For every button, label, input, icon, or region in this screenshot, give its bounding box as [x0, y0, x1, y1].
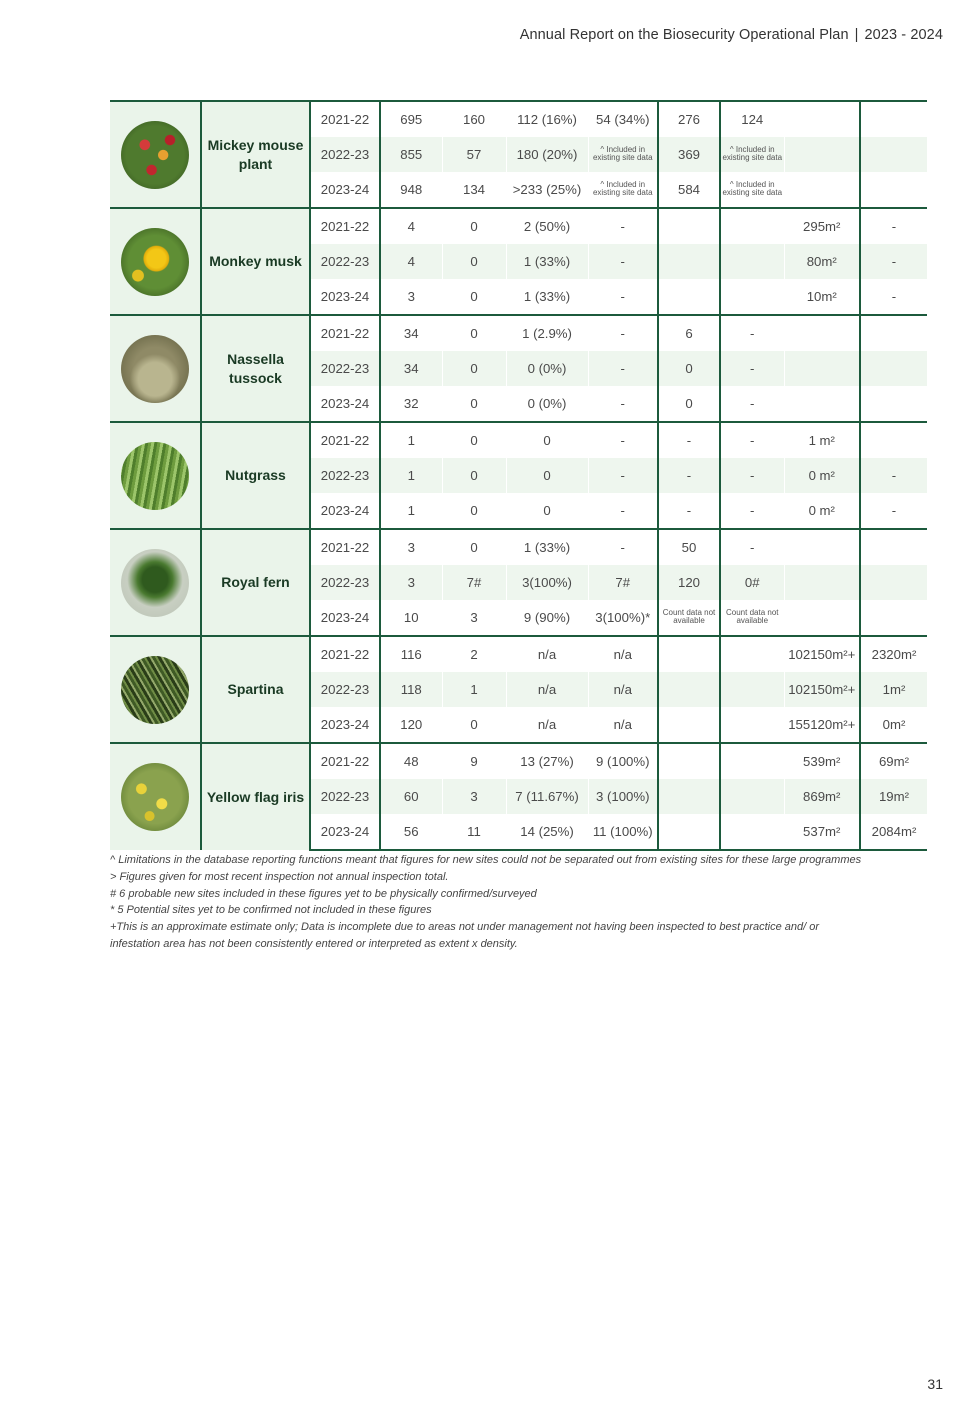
- value-cell: -: [588, 279, 658, 315]
- value-cell: -: [860, 208, 927, 244]
- value-cell: 2320m²: [860, 636, 927, 672]
- value-cell: -: [860, 458, 927, 493]
- species-photo-cell: [110, 529, 201, 636]
- value-cell: 695: [380, 101, 442, 137]
- year-cell: 2021-22: [310, 743, 380, 779]
- value-cell: 11: [442, 814, 506, 850]
- year-cell: 2022-23: [310, 672, 380, 707]
- report-title: Annual Report on the Biosecurity Operational Plan: [519, 27, 849, 43]
- year-cell: 2021-22: [310, 315, 380, 351]
- year-cell: 2021-22: [310, 208, 380, 244]
- value-cell: 7#: [588, 565, 658, 600]
- value-cell: 0: [442, 493, 506, 529]
- value-cell: -: [720, 458, 784, 493]
- value-cell: 54 (34%): [588, 101, 658, 137]
- value-cell: 9: [442, 743, 506, 779]
- value-cell: [658, 814, 720, 850]
- value-cell: 34: [380, 351, 442, 386]
- value-cell: 2: [442, 636, 506, 672]
- cell-note: ^ Included in existing site data: [722, 144, 783, 163]
- species-name: Mickey mouse plant: [201, 101, 310, 208]
- value-cell: 13 (27%): [506, 743, 588, 779]
- footnote-plus: +This is an approximate estimate only; Data is incomplete due to areas not under management not having been inspected to best practice and/ or infestation area has not been consistently entered or interpreted as extent x density.: [110, 921, 820, 950]
- species-name: Nutgrass: [201, 422, 310, 529]
- footnotes: [110, 852, 870, 953]
- value-cell: 102150m²+: [784, 672, 860, 707]
- value-cell: 50: [658, 529, 720, 565]
- value-cell: [784, 600, 860, 636]
- footnote-hash: # 6 probable new sites included in these figures yet to be physically confirmed/surveyed: [110, 887, 537, 900]
- value-cell: n/a: [588, 707, 658, 743]
- value-cell: >233 (25%): [506, 172, 588, 208]
- year-cell: 2022-23: [310, 351, 380, 386]
- value-cell: n/a: [588, 636, 658, 672]
- value-cell: 80m²: [784, 244, 860, 279]
- nassella-tussock-photo: [121, 335, 189, 403]
- value-cell: 7#: [442, 565, 506, 600]
- species-photo-cell: [110, 101, 201, 208]
- species-photo-cell: [110, 422, 201, 529]
- value-cell: 60: [380, 779, 442, 814]
- year-cell: 2022-23: [310, 137, 380, 172]
- value-cell: -: [588, 244, 658, 279]
- year-cell: 2023-24: [310, 386, 380, 422]
- value-cell: [784, 172, 860, 208]
- value-cell: 3: [442, 779, 506, 814]
- value-cell: 0m²: [860, 707, 927, 743]
- value-cell: -: [588, 458, 658, 493]
- value-cell: -: [720, 493, 784, 529]
- value-cell: [658, 707, 720, 743]
- value-cell: 295m²: [784, 208, 860, 244]
- royal-fern-photo: [121, 549, 189, 617]
- value-cell: -: [588, 493, 658, 529]
- value-cell: 1 (33%): [506, 279, 588, 315]
- value-cell: 0: [442, 386, 506, 422]
- footnote-asterisk: * 5 Potential sites yet to be confirmed not included in these figures: [110, 904, 432, 917]
- value-cell: 3(100%)*: [588, 600, 658, 636]
- table-row: [110, 208, 927, 244]
- species-table-body: [110, 101, 927, 850]
- value-cell: [720, 279, 784, 315]
- value-cell: [720, 779, 784, 814]
- table-row: [110, 743, 927, 779]
- species-photo-cell: [110, 743, 201, 850]
- value-cell: [720, 208, 784, 244]
- year-cell: 2021-22: [310, 636, 380, 672]
- value-cell: 0: [442, 208, 506, 244]
- value-cell: -: [720, 315, 784, 351]
- value-cell: -: [720, 351, 784, 386]
- species-name: Nassella tussock: [201, 315, 310, 422]
- cell-note: Count data not available: [662, 607, 716, 626]
- species-name: Monkey musk: [201, 208, 310, 315]
- year-cell: 2022-23: [310, 244, 380, 279]
- value-cell: [720, 137, 784, 172]
- year-cell: 2023-24: [310, 493, 380, 529]
- value-cell: 11 (100%): [588, 814, 658, 850]
- cell-note: ^ Included in existing site data: [722, 179, 783, 198]
- value-cell: [860, 565, 927, 600]
- year-cell: 2022-23: [310, 458, 380, 493]
- value-cell: 0: [442, 244, 506, 279]
- cell-note: Count data not available: [726, 607, 779, 626]
- year-cell: 2022-23: [310, 779, 380, 814]
- year-cell: 2023-24: [310, 707, 380, 743]
- value-cell: 0: [442, 529, 506, 565]
- value-cell: 369: [658, 137, 720, 172]
- value-cell: 1 (33%): [506, 529, 588, 565]
- value-cell: [658, 208, 720, 244]
- value-cell: 1: [380, 458, 442, 493]
- value-cell: 102150m²+: [784, 636, 860, 672]
- value-cell: n/a: [588, 672, 658, 707]
- value-cell: 120: [658, 565, 720, 600]
- value-cell: [784, 386, 860, 422]
- value-cell: 276: [658, 101, 720, 137]
- value-cell: 0#: [720, 565, 784, 600]
- value-cell: -: [860, 493, 927, 529]
- table-row: [110, 101, 927, 137]
- year-cell: 2023-24: [310, 814, 380, 850]
- value-cell: 57: [442, 137, 506, 172]
- value-cell: 2084m²: [860, 814, 927, 850]
- value-cell: 0: [506, 458, 588, 493]
- table-row: [110, 315, 927, 351]
- year-cell: 2023-24: [310, 172, 380, 208]
- value-cell: [658, 636, 720, 672]
- year-cell: 2021-22: [310, 529, 380, 565]
- value-cell: 155120m²+: [784, 707, 860, 743]
- value-cell: 0: [442, 458, 506, 493]
- spartina-photo: [121, 656, 189, 724]
- species-photo-cell: [110, 315, 201, 422]
- value-cell: -: [588, 529, 658, 565]
- value-cell: [784, 565, 860, 600]
- value-cell: -: [860, 244, 927, 279]
- value-cell: 0 m²: [784, 493, 860, 529]
- value-cell: 134: [442, 172, 506, 208]
- value-cell: 0: [442, 279, 506, 315]
- value-cell: 1 m²: [784, 422, 860, 458]
- value-cell: -: [588, 351, 658, 386]
- value-cell: 7 (11.67%): [506, 779, 588, 814]
- value-cell: [588, 172, 658, 208]
- value-cell: 14 (25%): [506, 814, 588, 850]
- value-cell: 0: [442, 315, 506, 351]
- value-cell: [658, 279, 720, 315]
- value-cell: [720, 743, 784, 779]
- value-cell: n/a: [506, 636, 588, 672]
- value-cell: [588, 137, 658, 172]
- value-cell: 537m²: [784, 814, 860, 850]
- value-cell: 0: [442, 351, 506, 386]
- value-cell: 0 (0%): [506, 351, 588, 386]
- value-cell: 3: [380, 529, 442, 565]
- value-cell: [784, 529, 860, 565]
- species-name: Yellow flag iris: [201, 743, 310, 850]
- value-cell: 1m²: [860, 672, 927, 707]
- value-cell: 869m²: [784, 779, 860, 814]
- value-cell: -: [860, 279, 927, 315]
- value-cell: [860, 137, 927, 172]
- mickey-mouse-plant-photo: [121, 121, 189, 189]
- value-cell: n/a: [506, 707, 588, 743]
- page-number: 31: [927, 1376, 943, 1392]
- value-cell: [860, 172, 927, 208]
- value-cell: 0: [442, 707, 506, 743]
- value-cell: [784, 137, 860, 172]
- value-cell: 539m²: [784, 743, 860, 779]
- value-cell: 10m²: [784, 279, 860, 315]
- value-cell: 124: [720, 101, 784, 137]
- value-cell: 855: [380, 137, 442, 172]
- value-cell: 2 (50%): [506, 208, 588, 244]
- value-cell: 3 (100%): [588, 779, 658, 814]
- value-cell: 48: [380, 743, 442, 779]
- value-cell: 112 (16%): [506, 101, 588, 137]
- value-cell: 3(100%): [506, 565, 588, 600]
- page-header: [520, 27, 943, 43]
- value-cell: 0: [442, 422, 506, 458]
- value-cell: -: [658, 493, 720, 529]
- value-cell: [658, 600, 720, 636]
- value-cell: 0 m²: [784, 458, 860, 493]
- header-separator: |: [854, 27, 859, 43]
- value-cell: 19m²: [860, 779, 927, 814]
- value-cell: -: [588, 315, 658, 351]
- value-cell: -: [658, 422, 720, 458]
- species-table-wrapper: [110, 100, 927, 851]
- value-cell: 1 (2.9%): [506, 315, 588, 351]
- value-cell: 1: [380, 493, 442, 529]
- value-cell: 948: [380, 172, 442, 208]
- value-cell: 34: [380, 315, 442, 351]
- year-cell: 2023-24: [310, 600, 380, 636]
- value-cell: 10: [380, 600, 442, 636]
- table-row: [110, 529, 927, 565]
- value-cell: 0: [658, 386, 720, 422]
- value-cell: [860, 315, 927, 351]
- value-cell: 0: [506, 493, 588, 529]
- year-cell: 2023-24: [310, 279, 380, 315]
- value-cell: 56: [380, 814, 442, 850]
- species-name: Royal fern: [201, 529, 310, 636]
- value-cell: -: [588, 208, 658, 244]
- value-cell: 32: [380, 386, 442, 422]
- value-cell: [720, 707, 784, 743]
- value-cell: -: [720, 422, 784, 458]
- year-cell: 2021-22: [310, 101, 380, 137]
- yellow-flag-iris-photo: [121, 763, 189, 831]
- value-cell: [860, 101, 927, 137]
- footnote-gt: > Figures given for most recent inspection not annual inspection total.: [110, 870, 449, 883]
- value-cell: 1: [380, 422, 442, 458]
- value-cell: 1 (33%): [506, 244, 588, 279]
- value-cell: [658, 743, 720, 779]
- value-cell: 0 (0%): [506, 386, 588, 422]
- value-cell: 69m²: [860, 743, 927, 779]
- report-period: 2023 - 2024: [864, 27, 943, 43]
- cell-note: ^ Included in existing site data: [592, 144, 653, 163]
- monkey-musk-photo: [121, 228, 189, 296]
- value-cell: 4: [380, 208, 442, 244]
- value-cell: n/a: [506, 672, 588, 707]
- value-cell: [860, 386, 927, 422]
- value-cell: 180 (20%): [506, 137, 588, 172]
- value-cell: 3: [442, 600, 506, 636]
- value-cell: [860, 422, 927, 458]
- value-cell: [860, 600, 927, 636]
- value-cell: [784, 315, 860, 351]
- value-cell: [720, 600, 784, 636]
- table-row: [110, 636, 927, 672]
- value-cell: [784, 351, 860, 386]
- value-cell: 0: [658, 351, 720, 386]
- value-cell: 584: [658, 172, 720, 208]
- species-table: [110, 100, 927, 851]
- value-cell: 6: [658, 315, 720, 351]
- value-cell: -: [720, 386, 784, 422]
- value-cell: [658, 779, 720, 814]
- value-cell: [658, 244, 720, 279]
- table-row: [110, 422, 927, 458]
- year-cell: 2022-23: [310, 565, 380, 600]
- value-cell: -: [658, 458, 720, 493]
- value-cell: [784, 101, 860, 137]
- value-cell: 4: [380, 244, 442, 279]
- value-cell: 9 (100%): [588, 743, 658, 779]
- value-cell: 120: [380, 707, 442, 743]
- value-cell: 118: [380, 672, 442, 707]
- value-cell: 3: [380, 565, 442, 600]
- value-cell: 3: [380, 279, 442, 315]
- value-cell: 116: [380, 636, 442, 672]
- value-cell: [720, 172, 784, 208]
- cell-note: ^ Included in existing site data: [592, 179, 653, 198]
- nutgrass-photo: [121, 442, 189, 510]
- value-cell: [720, 814, 784, 850]
- value-cell: 1: [442, 672, 506, 707]
- value-cell: [658, 672, 720, 707]
- species-photo-cell: [110, 208, 201, 315]
- value-cell: -: [588, 386, 658, 422]
- value-cell: [720, 244, 784, 279]
- value-cell: [720, 672, 784, 707]
- value-cell: [720, 636, 784, 672]
- value-cell: [860, 351, 927, 386]
- species-photo-cell: [110, 636, 201, 743]
- value-cell: 9 (90%): [506, 600, 588, 636]
- value-cell: -: [720, 529, 784, 565]
- value-cell: 160: [442, 101, 506, 137]
- value-cell: -: [588, 422, 658, 458]
- year-cell: 2021-22: [310, 422, 380, 458]
- footnote-caret: ^ Limitations in the database reporting functions meant that figures for new sites could not be separated out from existing sites for these large programmes: [110, 854, 862, 866]
- value-cell: 0: [506, 422, 588, 458]
- value-cell: [860, 529, 927, 565]
- species-name: Spartina: [201, 636, 310, 743]
